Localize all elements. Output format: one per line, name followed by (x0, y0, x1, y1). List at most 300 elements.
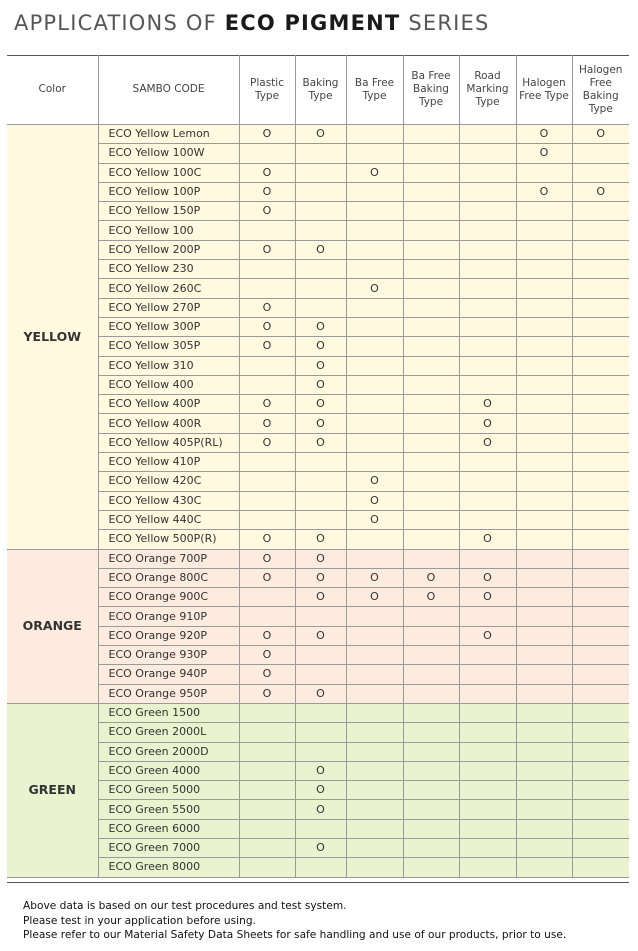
application-mark-cell (572, 375, 629, 394)
sambo-code-cell: ECO Yellow 150P (98, 202, 239, 221)
sambo-code-cell: ECO Yellow 200P (98, 240, 239, 259)
application-mark-cell (572, 453, 629, 472)
application-mark-cell: O (459, 414, 516, 433)
application-mark-cell (403, 761, 459, 780)
application-mark-cell (516, 703, 572, 722)
table-row (7, 549, 629, 568)
application-mark-cell (516, 781, 572, 800)
application-mark-cell (403, 819, 459, 838)
application-mark-cell (295, 202, 346, 221)
application-mark-cell (239, 472, 295, 491)
sambo-code-cell: ECO Yellow 440C (98, 510, 239, 529)
sambo-code-cell: ECO Orange 940P (98, 665, 239, 684)
application-mark-cell (572, 742, 629, 761)
application-mark-cell (239, 356, 295, 375)
application-mark-cell (346, 221, 403, 240)
application-mark-cell (239, 819, 295, 838)
page-title (14, 9, 490, 37)
sambo-code-cell: ECO Green 5000 (98, 781, 239, 800)
application-mark-cell (346, 703, 403, 722)
sambo-code-cell: ECO Yellow 400P (98, 395, 239, 414)
application-mark-cell (516, 742, 572, 761)
application-mark-cell (239, 221, 295, 240)
application-mark-cell (239, 761, 295, 780)
application-mark-cell (459, 279, 516, 298)
application-mark-cell (572, 703, 629, 722)
application-mark-cell (459, 646, 516, 665)
application-mark-cell (239, 607, 295, 626)
application-mark-cell (295, 510, 346, 529)
application-mark-cell: O (239, 182, 295, 201)
application-mark-cell: O (239, 337, 295, 356)
application-mark-cell: O (239, 626, 295, 645)
application-mark-cell (295, 819, 346, 838)
application-mark-cell (572, 260, 629, 279)
application-mark-cell (239, 510, 295, 529)
application-mark-cell (346, 144, 403, 163)
table-row (7, 742, 629, 761)
application-mark-cell (516, 761, 572, 780)
application-mark-cell (346, 375, 403, 394)
application-mark-cell (403, 453, 459, 472)
sambo-code-cell: ECO Yellow 230 (98, 260, 239, 279)
application-mark-cell (516, 221, 572, 240)
application-mark-cell (346, 298, 403, 317)
table-row (7, 819, 629, 838)
application-mark-cell: O (239, 395, 295, 414)
application-mark-cell (239, 491, 295, 510)
sambo-code-cell: ECO Green 1500 (98, 703, 239, 722)
application-mark-cell (459, 182, 516, 201)
application-mark-cell (403, 298, 459, 317)
application-mark-cell (572, 549, 629, 568)
table-row (7, 800, 629, 819)
application-mark-cell (239, 279, 295, 298)
application-mark-cell: O (295, 568, 346, 587)
application-mark-cell (572, 414, 629, 433)
sambo-code-cell: ECO Yellow Lemon (98, 125, 239, 144)
table-row (7, 414, 629, 433)
application-mark-cell (295, 646, 346, 665)
application-mark-cell (346, 260, 403, 279)
application-mark-cell (516, 530, 572, 549)
table-row (7, 646, 629, 665)
application-mark-cell (346, 646, 403, 665)
sambo-code-cell: ECO Yellow 100C (98, 163, 239, 182)
application-mark-cell (516, 337, 572, 356)
application-mark-cell (516, 453, 572, 472)
application-mark-cell: O (346, 279, 403, 298)
application-mark-cell (572, 337, 629, 356)
application-mark-cell (516, 588, 572, 607)
application-mark-cell (572, 665, 629, 684)
application-mark-cell (459, 491, 516, 510)
application-mark-cell (239, 723, 295, 742)
table-row (7, 163, 629, 182)
application-mark-cell (516, 858, 572, 877)
sambo-code-cell: ECO Yellow 430C (98, 491, 239, 510)
application-mark-cell (403, 433, 459, 452)
application-mark-cell (403, 260, 459, 279)
application-mark-cell (459, 125, 516, 144)
application-mark-cell: O (403, 588, 459, 607)
application-mark-cell: O (346, 588, 403, 607)
sambo-code-cell: ECO Yellow 300P (98, 317, 239, 336)
application-mark-cell (239, 742, 295, 761)
application-mark-cell: O (295, 433, 346, 452)
table-row (7, 317, 629, 336)
application-mark-cell (459, 298, 516, 317)
table-row (7, 588, 629, 607)
sambo-code-cell: ECO Yellow 410P (98, 453, 239, 472)
table-row (7, 182, 629, 201)
application-mark-cell (239, 800, 295, 819)
application-mark-cell (346, 742, 403, 761)
sambo-code-cell: ECO Green 4000 (98, 761, 239, 780)
application-mark-cell (346, 761, 403, 780)
application-mark-cell (239, 375, 295, 394)
application-mark-cell (516, 375, 572, 394)
table-row (7, 260, 629, 279)
sambo-code-cell: ECO Orange 930P (98, 646, 239, 665)
application-mark-cell (459, 472, 516, 491)
application-mark-cell (572, 356, 629, 375)
sambo-code-cell: ECO Orange 920P (98, 626, 239, 645)
application-mark-cell (516, 414, 572, 433)
application-mark-cell (459, 356, 516, 375)
application-mark-cell: O (346, 491, 403, 510)
application-mark-cell (572, 761, 629, 780)
sambo-code-cell: ECO Yellow 405P(RL) (98, 433, 239, 452)
title-prefix: APPLICATIONS OF (14, 11, 225, 35)
application-mark-cell: O (295, 530, 346, 549)
application-mark-cell (516, 317, 572, 336)
application-mark-cell (516, 723, 572, 742)
application-mark-cell (459, 819, 516, 838)
application-mark-cell (403, 723, 459, 742)
application-mark-cell (403, 279, 459, 298)
application-mark-cell (403, 202, 459, 221)
application-mark-cell (459, 703, 516, 722)
application-mark-cell: O (516, 144, 572, 163)
application-mark-cell (572, 838, 629, 857)
application-mark-cell (572, 317, 629, 336)
application-mark-cell (459, 337, 516, 356)
application-mark-cell (572, 433, 629, 452)
application-mark-cell (346, 858, 403, 877)
sambo-code-cell: ECO Green 2000D (98, 742, 239, 761)
application-mark-cell: O (295, 800, 346, 819)
application-mark-cell: O (572, 125, 629, 144)
application-mark-cell (346, 549, 403, 568)
application-mark-cell: O (239, 125, 295, 144)
application-mark-cell (403, 858, 459, 877)
header-ba-free-type: Ba Free Type (346, 55, 403, 125)
application-mark-cell (239, 838, 295, 857)
application-mark-cell (572, 510, 629, 529)
application-mark-cell (403, 665, 459, 684)
header-halogen-free-type: Halogen Free Type (516, 55, 572, 125)
application-mark-cell (516, 800, 572, 819)
application-mark-cell (403, 781, 459, 800)
table-row (7, 240, 629, 259)
application-mark-cell: O (239, 433, 295, 452)
application-mark-cell: O (239, 684, 295, 703)
application-mark-cell (346, 838, 403, 857)
table-row (7, 279, 629, 298)
table-row (7, 626, 629, 645)
application-mark-cell (295, 472, 346, 491)
application-mark-cell (572, 472, 629, 491)
header-sambo-code: SAMBO CODE (98, 55, 239, 125)
application-mark-cell (346, 433, 403, 452)
application-mark-cell (459, 838, 516, 857)
sambo-code-cell: ECO Yellow 100W (98, 144, 239, 163)
application-mark-cell (516, 838, 572, 857)
application-mark-cell (403, 125, 459, 144)
application-mark-cell (516, 472, 572, 491)
application-mark-cell (346, 356, 403, 375)
sambo-code-cell: ECO Orange 900C (98, 588, 239, 607)
header-halogen-free-baking-type: Halogen Free Baking Type (572, 55, 629, 125)
application-mark-cell (403, 317, 459, 336)
table-row (7, 453, 629, 472)
application-mark-cell (572, 202, 629, 221)
application-mark-cell (403, 646, 459, 665)
application-mark-cell: O (346, 472, 403, 491)
application-mark-cell: O (459, 588, 516, 607)
table-row (7, 221, 629, 240)
table-row (7, 337, 629, 356)
application-mark-cell (295, 858, 346, 877)
application-mark-cell: O (239, 530, 295, 549)
application-mark-cell: O (459, 568, 516, 587)
application-mark-cell (403, 221, 459, 240)
application-mark-cell (516, 356, 572, 375)
application-mark-cell (346, 684, 403, 703)
table-row (7, 125, 629, 144)
application-mark-cell (459, 317, 516, 336)
application-mark-cell (516, 819, 572, 838)
application-mark-cell (346, 781, 403, 800)
application-mark-cell: O (295, 684, 346, 703)
header-ba-free-baking-type: Ba Free Baking Type (403, 55, 459, 125)
application-mark-cell (516, 665, 572, 684)
application-mark-cell (572, 530, 629, 549)
application-mark-cell (516, 626, 572, 645)
application-mark-cell (346, 723, 403, 742)
application-mark-cell: O (295, 375, 346, 394)
application-mark-cell: O (295, 588, 346, 607)
application-mark-cell: O (295, 125, 346, 144)
application-mark-cell (295, 182, 346, 201)
application-mark-cell: O (295, 761, 346, 780)
application-mark-cell: O (295, 317, 346, 336)
application-mark-cell (346, 453, 403, 472)
application-mark-cell (295, 453, 346, 472)
application-mark-cell: O (295, 781, 346, 800)
color-group-label: ORANGE (7, 549, 98, 703)
application-mark-cell (295, 260, 346, 279)
application-mark-cell: O (346, 568, 403, 587)
application-mark-cell (295, 221, 346, 240)
table-row (7, 375, 629, 394)
application-mark-cell (516, 279, 572, 298)
application-mark-cell (459, 221, 516, 240)
application-mark-cell (572, 163, 629, 182)
sambo-code-cell: ECO Orange 700P (98, 549, 239, 568)
application-mark-cell (459, 607, 516, 626)
application-mark-cell (239, 703, 295, 722)
application-mark-cell (403, 703, 459, 722)
table-header-row (7, 55, 629, 125)
application-mark-cell: O (516, 125, 572, 144)
sambo-code-cell: ECO Yellow 310 (98, 356, 239, 375)
application-mark-cell (403, 742, 459, 761)
application-mark-cell (516, 549, 572, 568)
application-mark-cell: O (239, 298, 295, 317)
table-row (7, 607, 629, 626)
application-mark-cell (403, 510, 459, 529)
application-mark-cell (516, 607, 572, 626)
application-mark-cell (295, 279, 346, 298)
application-mark-cell (516, 433, 572, 452)
application-mark-cell (239, 144, 295, 163)
sambo-code-cell: ECO Yellow 305P (98, 337, 239, 356)
application-mark-cell (459, 144, 516, 163)
application-mark-cell (295, 723, 346, 742)
table-row (7, 298, 629, 317)
table-row (7, 530, 629, 549)
application-mark-cell: O (459, 433, 516, 452)
application-mark-cell (346, 626, 403, 645)
application-mark-cell (516, 510, 572, 529)
application-mark-cell (239, 588, 295, 607)
table-row (7, 395, 629, 414)
application-mark-cell (459, 761, 516, 780)
application-mark-cell (403, 607, 459, 626)
application-mark-cell: O (239, 646, 295, 665)
sambo-code-cell: ECO Orange 910P (98, 607, 239, 626)
application-mark-cell: O (239, 568, 295, 587)
table-row (7, 472, 629, 491)
application-mark-cell (572, 568, 629, 587)
sambo-code-cell: ECO Green 7000 (98, 838, 239, 857)
application-mark-cell: O (295, 395, 346, 414)
application-mark-cell: O (346, 510, 403, 529)
application-mark-cell (459, 781, 516, 800)
application-mark-cell (239, 858, 295, 877)
table-row (7, 144, 629, 163)
sambo-code-cell: ECO Orange 800C (98, 568, 239, 587)
applications-table (7, 55, 629, 878)
application-mark-cell (346, 665, 403, 684)
application-mark-cell (459, 684, 516, 703)
footnote: Please refer to our Material Safety Data Sheets for safe handling and use of our products, prior to use. (23, 929, 567, 941)
application-mark-cell (572, 646, 629, 665)
application-mark-cell (403, 472, 459, 491)
application-mark-cell (516, 684, 572, 703)
application-mark-cell: O (295, 838, 346, 857)
application-mark-cell (403, 491, 459, 510)
application-mark-cell (403, 356, 459, 375)
application-mark-cell: O (459, 395, 516, 414)
application-mark-cell (403, 838, 459, 857)
application-mark-cell (572, 240, 629, 259)
application-mark-cell (346, 607, 403, 626)
application-mark-cell: O (295, 337, 346, 356)
application-mark-cell (403, 395, 459, 414)
table-row (7, 433, 629, 452)
application-mark-cell (346, 530, 403, 549)
table-row (7, 491, 629, 510)
sambo-code-cell: ECO Green 8000 (98, 858, 239, 877)
application-mark-cell (346, 317, 403, 336)
application-mark-cell (459, 549, 516, 568)
application-mark-cell: O (295, 414, 346, 433)
application-mark-cell (459, 665, 516, 684)
header-color: Color (7, 55, 98, 125)
application-mark-cell (403, 684, 459, 703)
title-series-name: ECO PIGMENT (224, 11, 401, 35)
sambo-code-cell: ECO Yellow 260C (98, 279, 239, 298)
application-mark-cell (295, 144, 346, 163)
sambo-code-cell: ECO Yellow 420C (98, 472, 239, 491)
application-mark-cell (295, 665, 346, 684)
application-mark-cell: O (295, 356, 346, 375)
application-mark-cell: O (239, 414, 295, 433)
application-mark-cell (572, 626, 629, 645)
application-mark-cell (459, 742, 516, 761)
application-mark-cell (346, 800, 403, 819)
footnote: Please test in your application before using. (23, 914, 256, 927)
application-mark-cell (295, 491, 346, 510)
application-mark-cell: O (346, 163, 403, 182)
application-mark-cell (572, 684, 629, 703)
application-mark-cell (403, 144, 459, 163)
application-mark-cell (516, 202, 572, 221)
header-plastic-type: Plastic Type (239, 55, 295, 125)
application-mark-cell (403, 240, 459, 259)
application-mark-cell (572, 395, 629, 414)
application-mark-cell (403, 375, 459, 394)
application-mark-cell (346, 125, 403, 144)
application-mark-cell (459, 260, 516, 279)
application-mark-cell (572, 221, 629, 240)
sambo-code-cell: ECO Yellow 400 (98, 375, 239, 394)
application-mark-cell (403, 530, 459, 549)
application-mark-cell (239, 453, 295, 472)
application-mark-cell (295, 607, 346, 626)
application-mark-cell (295, 703, 346, 722)
application-mark-cell: O (239, 163, 295, 182)
application-mark-cell: O (403, 568, 459, 587)
application-mark-cell (459, 453, 516, 472)
application-mark-cell (516, 646, 572, 665)
application-mark-cell (516, 240, 572, 259)
table-row (7, 838, 629, 857)
color-group-label: YELLOW (7, 125, 98, 550)
application-mark-cell (516, 260, 572, 279)
header-baking-type: Baking Type (295, 55, 346, 125)
application-mark-cell (516, 568, 572, 587)
application-mark-cell (403, 163, 459, 182)
application-mark-cell (403, 800, 459, 819)
footnotes (23, 899, 566, 943)
application-mark-cell: O (239, 240, 295, 259)
application-mark-cell: O (572, 182, 629, 201)
color-group-label: GREEN (7, 703, 98, 877)
